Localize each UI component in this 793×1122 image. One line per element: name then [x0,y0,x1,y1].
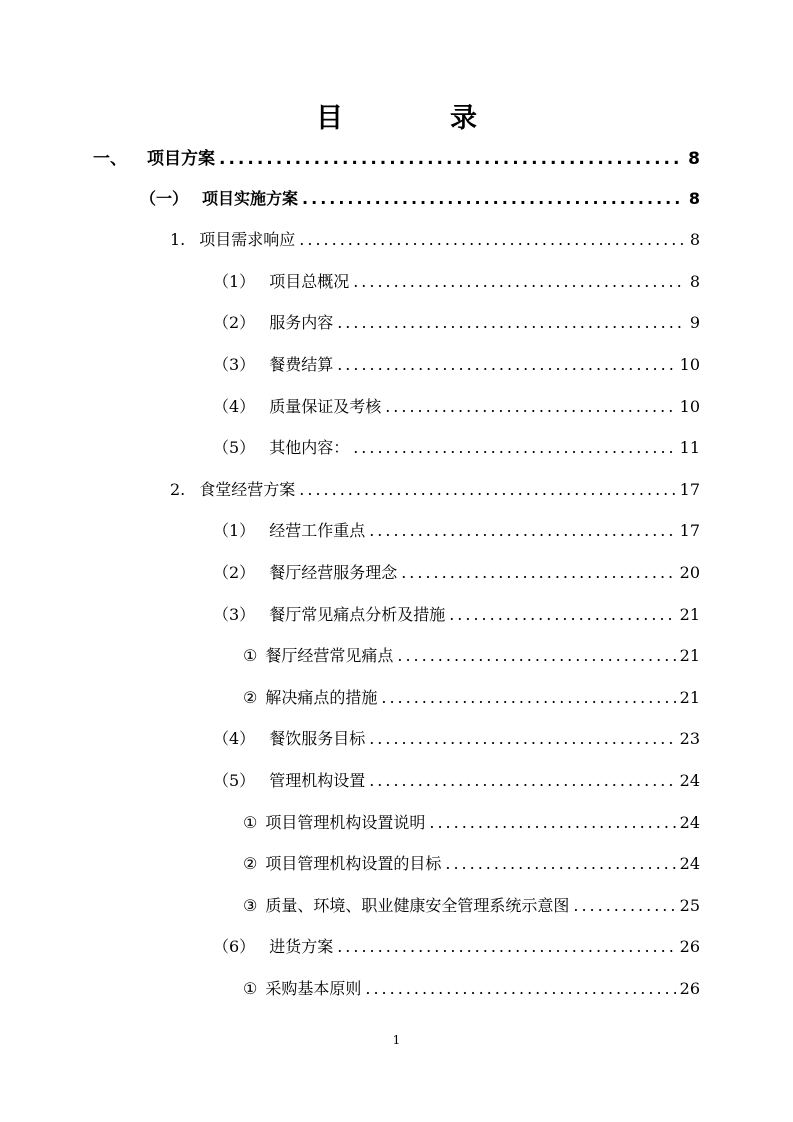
toc-entry-number: （1） [213,271,256,291]
toc-entry-label: 其他内容： [269,438,350,458]
toc-entry-number: ② [243,687,258,707]
toc-entry-label: 服务内容 [269,313,334,333]
toc-leader-dots [397,646,675,665]
toc-leader-dots [449,605,675,624]
toc-entry-label: 经营工作重点 [269,521,366,541]
toc-leader-dots [219,149,684,169]
toc-entry-page: 23 [679,729,700,749]
toc-entry[interactable] [170,227,700,255]
toc-entry[interactable] [213,560,700,588]
toc-leader-dots [381,688,675,707]
toc-entry-number: （2） [213,313,256,333]
toc-entry[interactable] [243,643,700,671]
toc-entry-number: （3） [213,604,256,624]
toc-entry-label: 项目方案 [147,149,215,169]
toc-entry-label: 解决痛点的措施 [265,687,378,707]
toc-leader-dots [445,854,675,873]
toc-entry-label: 项目需求响应 [199,230,296,250]
toc-entry[interactable] [213,518,700,546]
toc-entry-number: 一、 [93,149,127,169]
toc-leader-dots [369,521,675,540]
toc-leader-dots [385,397,675,416]
toc-entry[interactable] [243,893,700,921]
toc-entry-page: 24 [679,812,700,832]
toc-entry-page: 10 [679,396,700,416]
toc-entry-number: ③ [243,895,258,915]
toc-entry-page: 26 [679,979,700,998]
toc-entry-number: 2. [170,479,186,499]
page-number: 1 [392,1033,401,1047]
toc-leader-dots [573,896,675,915]
toc-entry-page: 11 [679,438,700,458]
toc-entry-label: 质量保证及考核 [269,396,382,416]
toc-entry-page: 10 [679,355,700,374]
toc-entry-number: ① [243,979,258,998]
toc-leader-dots [401,563,675,582]
toc-entry-page: 17 [679,521,700,541]
toc-entry[interactable] [243,685,700,713]
toc-entry[interactable] [213,352,700,380]
toc-entry-page: 9 [689,313,700,333]
toc-leader-dots [353,438,675,457]
toc-entry-number: （4） [213,396,256,416]
toc-leader-dots [337,937,675,956]
toc-entry[interactable] [213,269,700,297]
toc-entry[interactable] [213,394,700,422]
toc-leader-dots [299,480,675,499]
toc-entry-number: ① [243,646,258,666]
toc-entry-page: 20 [679,563,700,582]
toc-entry-page: 24 [679,854,700,874]
toc-entry[interactable] [170,477,700,505]
toc-entry-number: （5） [213,438,256,458]
toc-entry-page: 21 [679,604,700,624]
toc-leader-dots [369,771,675,790]
toc-entry-number: ① [243,812,258,832]
toc-entry-page: 8 [688,188,700,208]
toc-entry-label: 餐费结算 [269,355,334,374]
toc-entry-page: 21 [679,687,700,707]
toc-entry-number: （4） [213,729,256,749]
toc-entry-label: 餐饮服务目标 [269,729,366,749]
toc-entry-page: 24 [679,771,700,790]
toc-entry-label: 项目管理机构设置说明 [265,812,426,832]
toc-leader-dots [353,272,686,291]
toc-entry-label: 项目管理机构设置的目标 [265,854,442,874]
toc-entry[interactable] [213,602,700,630]
toc-entry-page: 26 [679,937,700,957]
toc-entry-number: 1. [170,230,186,250]
toc-leader-dots [365,979,675,998]
toc-entry-label: 餐厅常见痛点分析及措施 [269,604,446,624]
toc-entry-page: 25 [679,895,700,915]
toc-entry[interactable] [93,144,700,172]
toc-entry-page: 17 [679,479,700,499]
toc-entry-label: 餐厅经营常见痛点 [265,646,394,666]
toc-entry-number: （2） [213,563,256,582]
toc-entry-number: （6） [213,937,256,957]
toc-entry-number: ② [243,854,258,874]
toc-entry-number: （1） [213,521,256,541]
toc-entry[interactable] [243,810,700,838]
toc-entry-label: 进货方案 [269,937,334,957]
toc-entry[interactable] [243,976,700,1004]
toc-entry-label: 项目总概况 [269,271,350,291]
toc-leader-dots [299,230,686,249]
toc-leader-dots [429,813,675,832]
toc-entry[interactable] [213,726,700,754]
toc-entry-number: （5） [213,771,256,790]
toc-entry-number: （一） [140,188,189,208]
toc-leader-dots [337,313,686,332]
toc-leader-dots [337,355,675,374]
toc-entry[interactable] [213,310,700,338]
toc-entry-label: 质量、环境、职业健康安全管理系统示意图 [265,895,570,915]
toc-entry-number: （3） [213,355,256,374]
toc-entry-page: 8 [689,230,700,250]
toc-entry-label: 食堂经营方案 [199,479,296,499]
toc-entry-label: 采购基本原则 [265,979,362,998]
toc-entry[interactable] [213,934,700,962]
toc-entry-page: 21 [679,646,700,666]
toc-entry[interactable] [213,768,700,796]
toc-entry-label: 管理机构设置 [269,771,366,790]
page-title: 目 录 [316,103,517,134]
toc-leader-dots [369,729,675,748]
toc-entry-page: 8 [689,271,700,291]
toc-entry-page: 8 [688,149,700,169]
toc-entry-label: 项目实施方案 [202,188,299,208]
toc-entry[interactable] [213,435,700,463]
toc-entry[interactable] [243,851,700,879]
toc-leader-dots [302,189,685,208]
toc-entry-label: 餐厅经营服务理念 [269,563,398,582]
toc-entry[interactable] [140,186,700,214]
